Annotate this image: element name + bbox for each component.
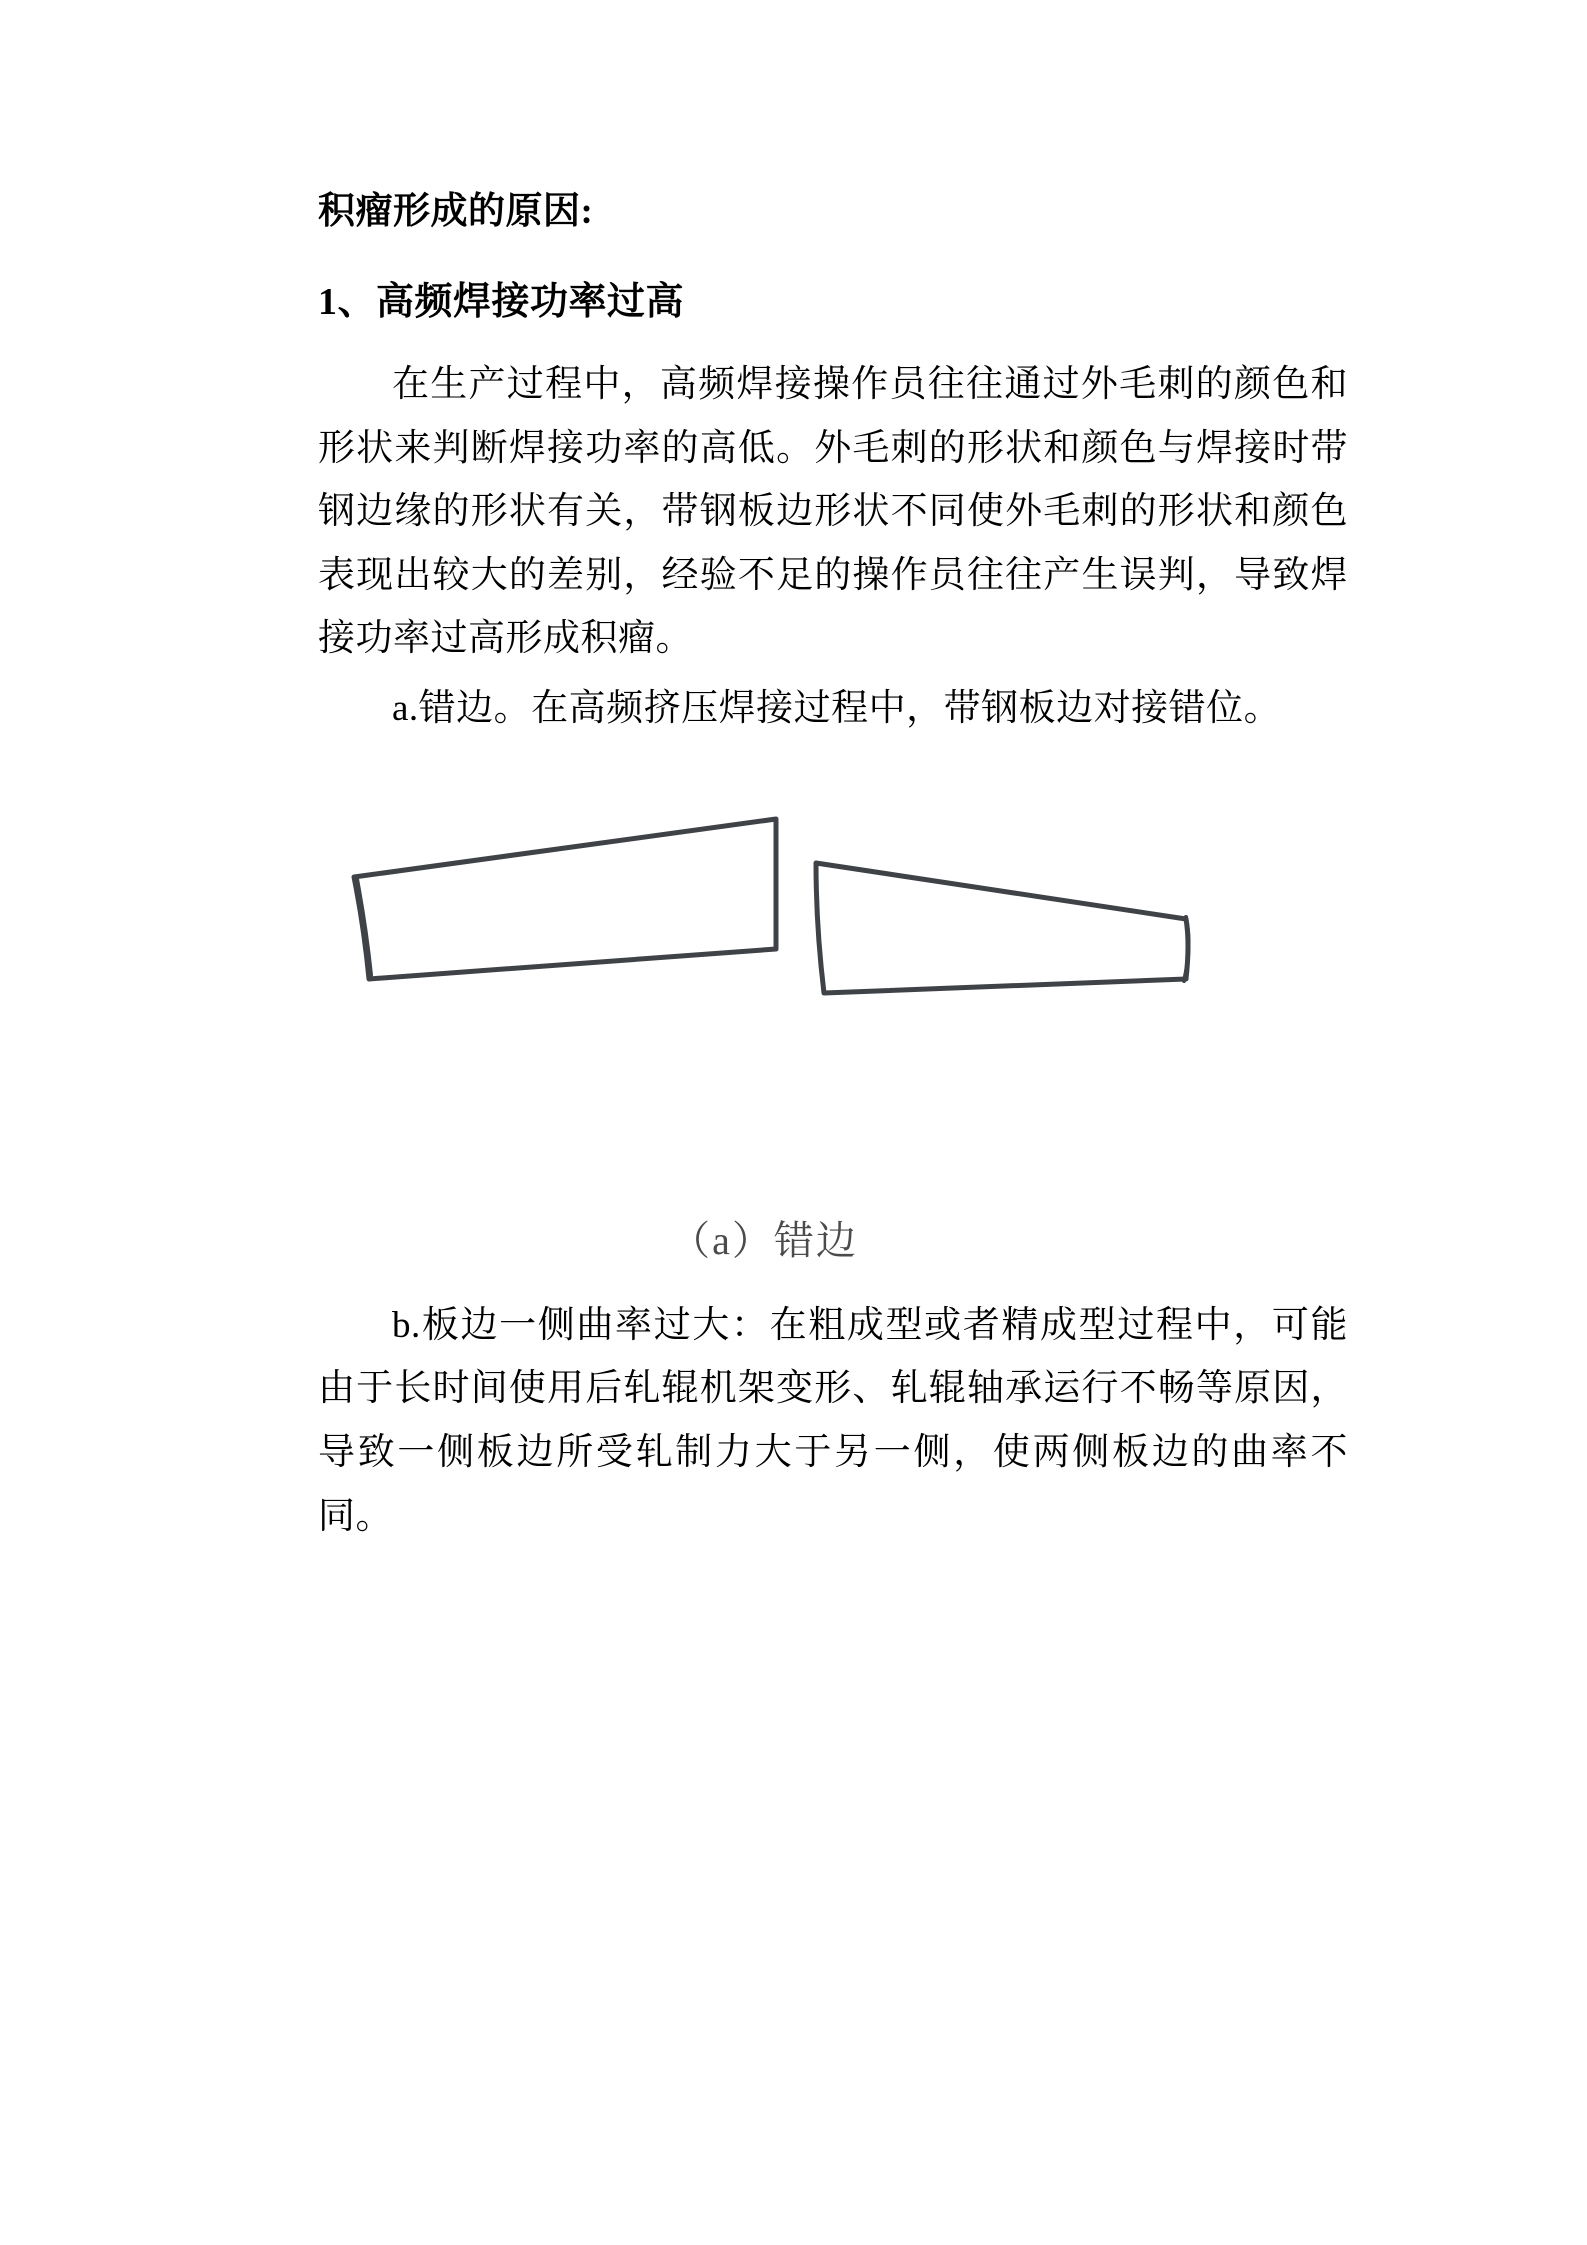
figure-spacer [318, 1284, 1348, 1294]
paragraph-power-overview: 在生产过程中，高频焊接操作员往往通过外毛刺的颜色和形状来判断焊接功率的高低。外毛刺的形状和颜色与焊接时带钢边缘的形状有关，带钢板边形状不同使外毛刺的形状和颜色表现出较大的差别，经验不足的操作员往往产生误判，导致焊接功率过高形成积瘤。 [318, 363, 1348, 660]
lead-heading: 积瘤形成的原因: [318, 191, 594, 232]
figure-misaligned-edges [318, 767, 1348, 1266]
paragraph-item-b: b.板边一侧曲率过大：在粗成型或者精成型过程中，可能由于长时间使用后轧辊机架变形、轧辊轴承运行不畅等原因，导致一侧板边所受轧制力大于另一侧，使两侧板边的曲率不同。 [318, 1304, 1348, 1537]
misaligned-strip-edges-diagram [324, 767, 1204, 1237]
figure-caption: （a）错边 [670, 1217, 858, 1263]
document-body [318, 180, 1348, 1548]
section-heading: 1、高频焊接功率过高 [318, 280, 685, 323]
paragraph-item-a: a.错边。在高频挤压焊接过程中，带钢板边对接错位。 [392, 688, 1282, 730]
